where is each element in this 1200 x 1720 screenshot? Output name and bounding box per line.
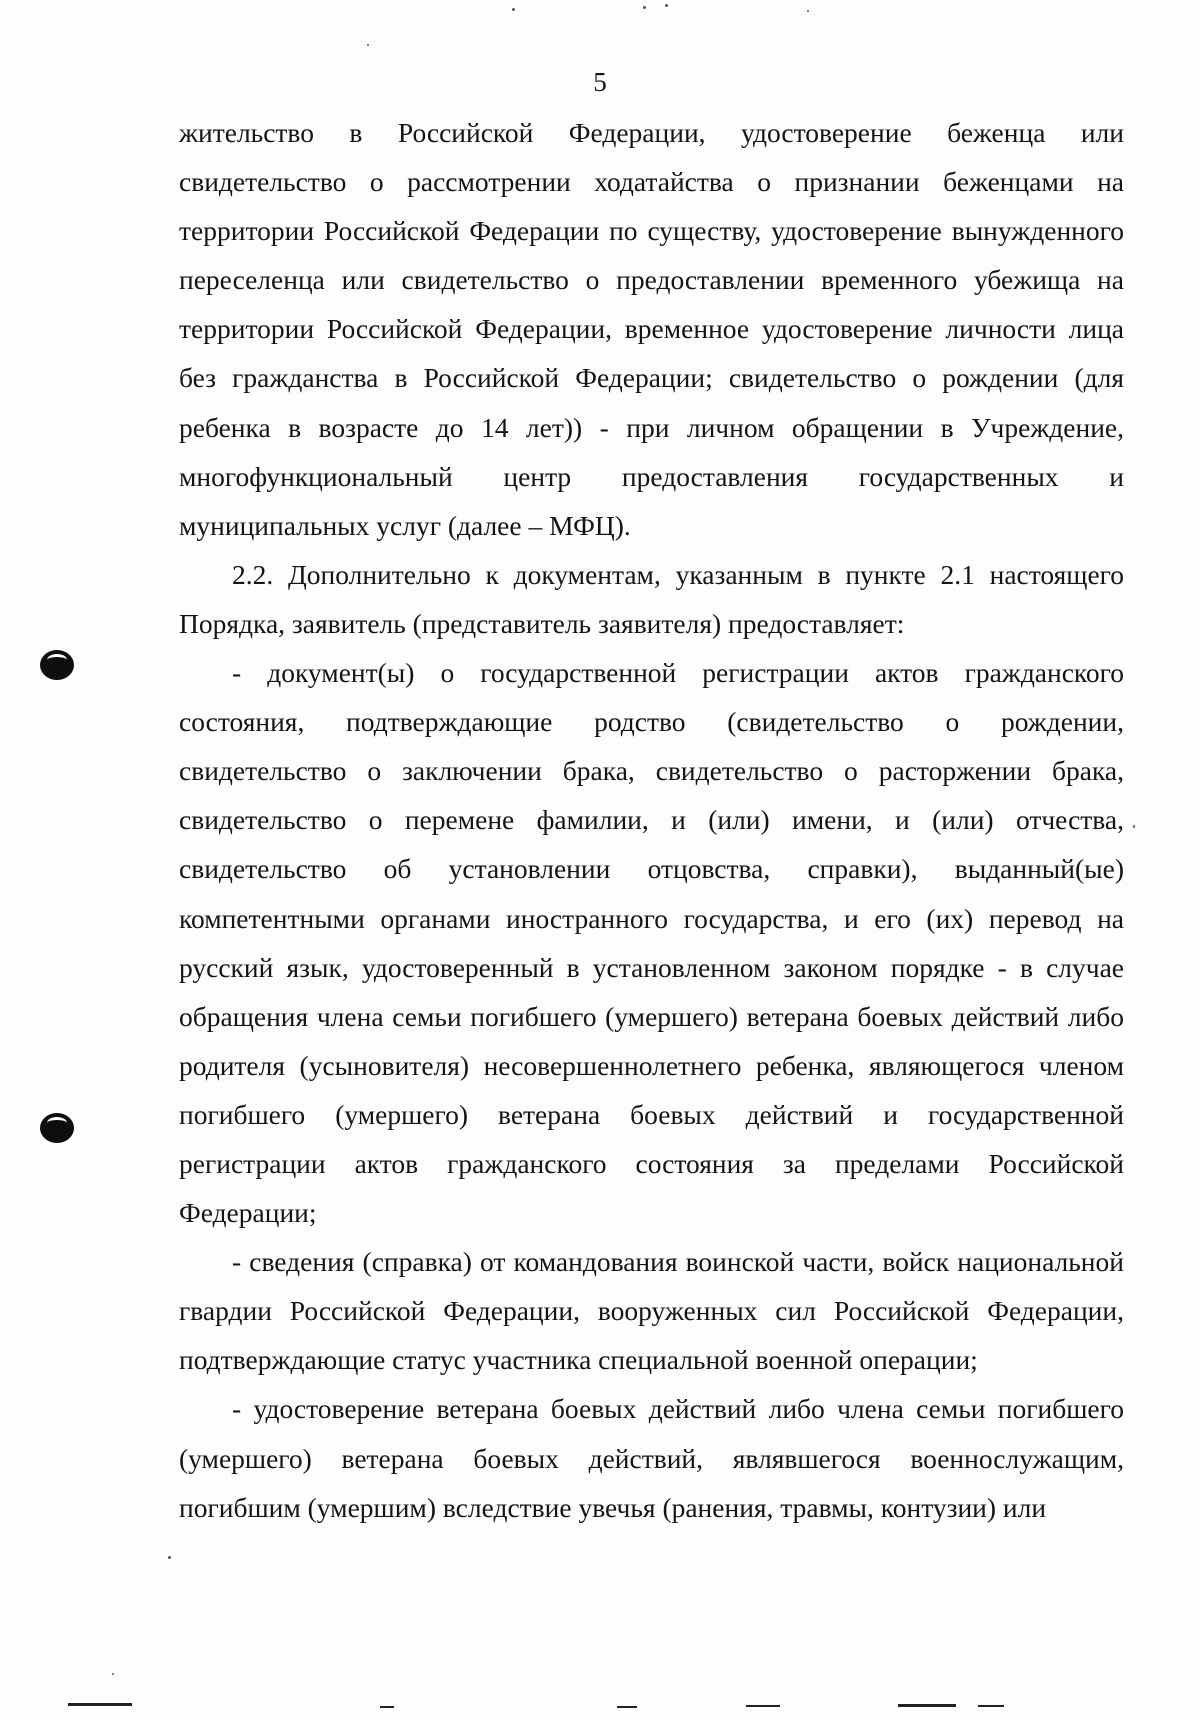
scan-edge-mark — [380, 1706, 394, 1708]
scan-edge-mark — [746, 1705, 780, 1707]
punch-hole-icon — [40, 1113, 74, 1143]
scan-speck — [367, 44, 369, 46]
scan-edge-mark — [978, 1705, 1004, 1707]
paragraph-continuation: жительство в Российской Федерации, удостоверение беженца или свидетельство о рассмотрении ходатайства о признании беженцами на территории Российской Федерации по существу, удостоверение вынужденного переселенца или свидетельство о предоставлении временного убежища на территории Российской Федерации, временное удостоверение личности лица без гражданства в Российской Федерации; свидетельство о рождении (для ребенка в возрасте до 14 лет)) - при личном обращении в Учреждение, многофункциональный центр предоставления государственных и муниципальных услуг (далее – МФЦ). — [179, 117, 1124, 541]
page-number: 5 — [593, 67, 607, 97]
scan-speck — [512, 8, 515, 11]
scan-speck — [807, 10, 809, 12]
punch-hole-icon — [40, 650, 74, 680]
scan-edge-mark — [617, 1706, 637, 1708]
scan-speck — [665, 4, 668, 7]
scan-speck — [643, 6, 646, 9]
list-item-military-certificate: - сведения (справка) от командования воинской части, войск национальной гвардии Российской Федерации, вооруженных сил Российской Федерации, подтверждающие статус участника специальной военной операции; — [179, 1246, 1124, 1376]
paragraph-2-2: 2.2. Дополнительно к документам, указанным в пункте 2.1 настоящего Порядка, заявитель (представитель заявителя) предоставляет: — [179, 558, 1124, 639]
scan-edge-mark — [898, 1704, 956, 1707]
scan-speck — [112, 1673, 114, 1675]
scan-speck — [168, 1556, 171, 1559]
scan-edge-mark — [68, 1703, 132, 1706]
list-item-veteran-certificate: - удостоверение ветерана боевых действий либо члена семьи погибшего (умершего) ветерана боевых действий, являвшегося военнослужащим, погибшим (умершим) вследствие увечья (ранения, травмы, контузии) или — [179, 1393, 1124, 1523]
document-body — [179, 108, 1124, 1532]
scan-speck — [1133, 825, 1135, 828]
list-item-civil-registration: - документ(ы) о государственной регистрации актов гражданского состояния, подтверждающие родство (свидетельство о рождении, свидетельство о заключении брака, свидетельство о расторжении брака, свидетельство о перемене фамилии, и (или) имени, и (или) отчества, свидетельство об установлении отцовства, справки), выданный(ые) компетентными органами иностранного государства, и его (их) перевод на русский язык, удостоверенный в установленном законом порядке - в случае обращения члена семьи погибшего (умершего) ветерана боевых действий либо родителя (усыновителя) несовершеннолетнего ребенка, являющегося членом погибшего (умершего) ветерана боевых действий и государственной регистрации актов гражданского состояния за пределами Российской Федерации; — [179, 657, 1124, 1229]
